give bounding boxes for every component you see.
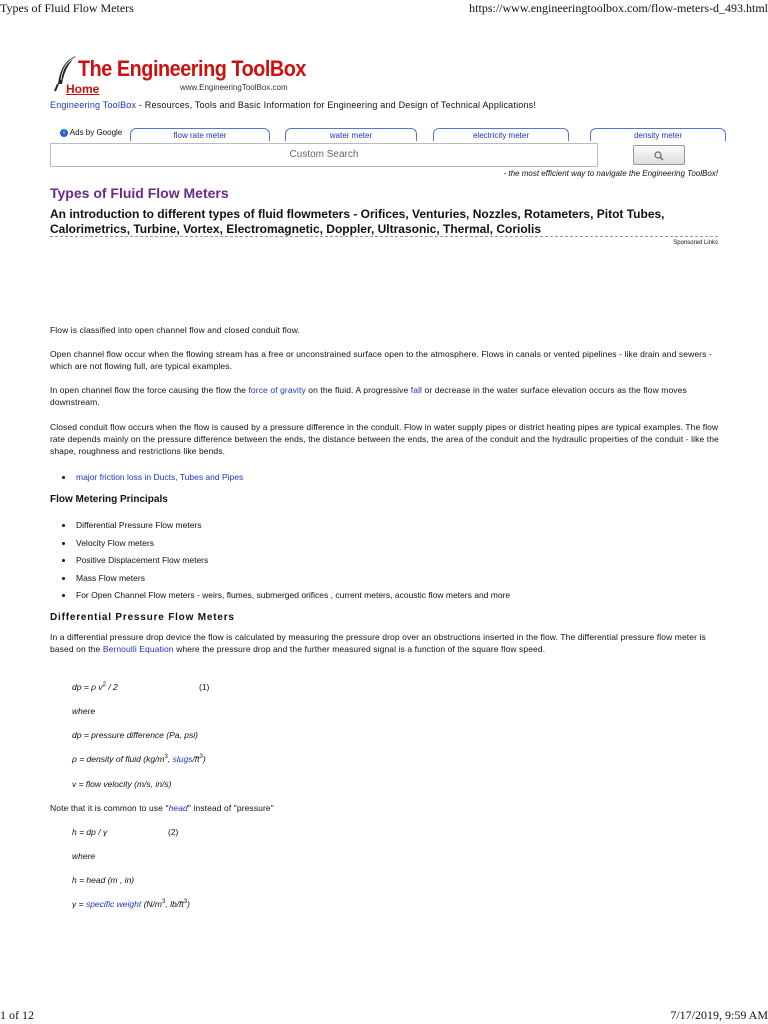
info-icon: i — [60, 129, 68, 137]
where-label-2: where — [72, 851, 96, 861]
ad-tab-flow-rate-meter[interactable]: flow rate meter — [130, 128, 270, 141]
ad-tab-electricity-meter[interactable]: electricity meter — [433, 128, 569, 141]
equation-1: dp = ρ $v^2 / 2$ — [72, 682, 118, 692]
slugs-link[interactable]: slugs — [172, 754, 193, 764]
home-link[interactable]: Home — [66, 82, 100, 96]
list-item: • Positive Displacement Flow meters — [74, 552, 724, 570]
rho-definition: ρ = density of fluid ($kg/m^3$, slugs/$ft^3$) — [72, 754, 206, 764]
ad-tab-density-meter[interactable]: density meter — [590, 128, 726, 141]
dp-definition: dp = pressure difference (Pa, psi) — [72, 730, 198, 740]
bernoulli-equation-link[interactable]: Bernoulli Equation — [102, 644, 174, 654]
search-icon — [654, 151, 664, 161]
article-intro: An introduction to different types of fluid flowmeters - Orifices, Venturies, Nozzles, Rotameters, Pitot Tubes, Calorimetrics, Turbine, Vortex, Electromagnetic, Doppler, Ultrasonic, Thermal, Coriolis — [50, 207, 665, 236]
specific-weight-link[interactable]: specific weight — [85, 899, 142, 909]
dp-heading: Differential Pressure Flow Meters — [50, 612, 235, 623]
paragraph-open-channel: Open channel flow occur when the flowing stream has a free or unconstrained surface open to the atmosphere. Flows in canals or vented pipelines - like drain and sewers - which are not flowing full, are typical examples. — [50, 349, 712, 371]
principals-list — [60, 517, 724, 605]
list-item — [74, 469, 724, 487]
equation-2: h = dp / γ — [72, 827, 108, 837]
paragraph-gravity: In open channel flow the force causing the flow the force of gravity on the fluid. A progressive fall or decrease in the water surface elevation occurs as the flow moves downstream. — [50, 385, 687, 407]
ad-tab-water-meter[interactable]: water meter — [285, 128, 417, 141]
where-label: where — [72, 706, 96, 716]
page-url: https://www.engineeringtoolbox.com/flow-meters-d_493.html — [469, 1, 768, 15]
head-link[interactable]: head — [168, 803, 188, 813]
paragraph-dp: In a differential pressure drop device the flow is calculated by measuring the pressure drop over an obstructions inserted in the flow. The differential pressure flow meter is based on the Bernoulli Equation where the pressure drop and the further measured signal is a function of the square flow speed. — [50, 632, 706, 654]
ads-label: i Ads by Google — [60, 128, 122, 141]
gamma-definition: γ = specific weight ($N/m^3$, $lb/ft^3$) — [72, 899, 190, 909]
efficient-note: - the most efficient way to navigate the Engineering ToolBox! — [503, 169, 718, 178]
print-timestamp: 7/17/2019, 9:59 AM — [670, 1008, 768, 1022]
principals-heading: Flow Metering Principals — [50, 494, 168, 505]
page-number: 1 of 12 — [0, 1008, 34, 1022]
list-item: • For Open Channel Flow meters - weirs, flumes, submerged orifices , current meters, acoustic flow meters and more — [74, 587, 724, 605]
equation-2-number: (2) — [168, 827, 179, 837]
search-input[interactable]: Custom Search — [50, 143, 598, 167]
paragraph-closed-conduit: Closed conduit flow occurs when the flow is caused by a pressure difference in the conduit. Flow in water supply pipes or district heating pipes are typical examples. The flow rate depends mainly on the pressure difference between the ends, the distance between the ends, the area of the conduit and the hydraulic properties of the conduit - like the shape, roughness and restrictions like bends. — [50, 422, 719, 456]
document-title: Types of Fluid Flow Meters — [0, 1, 134, 15]
friction-loss-link[interactable]: major friction loss in Ducts, Tubes and Pipes — [76, 472, 244, 482]
fall-link[interactable]: fall — [410, 385, 423, 395]
velocity-definition: v = flow velocity (m/s, in/s) — [72, 779, 172, 789]
related-links-list — [60, 469, 724, 487]
note-head: Note that it is common to use "head" instead of "pressure" — [50, 803, 274, 813]
paragraph-flow-classification: Flow is classified into open channel flow and closed conduit flow. — [50, 325, 300, 335]
equation-1-number: (1) — [199, 682, 210, 692]
toolbox-link[interactable]: Engineering ToolBox — [50, 100, 137, 110]
sponsored-links-label: Sponsored Links — [673, 240, 718, 246]
logo-url: www.EngineeringToolBox.com — [180, 83, 288, 92]
site-logo-title[interactable]: The Engineering ToolBox — [78, 56, 306, 81]
divider — [50, 236, 718, 237]
head-definition: h = head (m , in) — [72, 875, 135, 885]
page-title: Types of Fluid Flow Meters — [50, 185, 229, 201]
search-button[interactable] — [633, 145, 685, 165]
tagline — [50, 100, 536, 110]
tagline-text: - Resources, Tools and Basic Information for Engineering and Design of Technical Applications! — [136, 100, 537, 110]
list-item: • Velocity Flow meters — [74, 535, 724, 553]
list-item: • Differential Pressure Flow meters — [74, 517, 724, 535]
list-item: • Mass Flow meters — [74, 570, 724, 588]
force-of-gravity-link[interactable]: force of gravity — [248, 385, 306, 395]
